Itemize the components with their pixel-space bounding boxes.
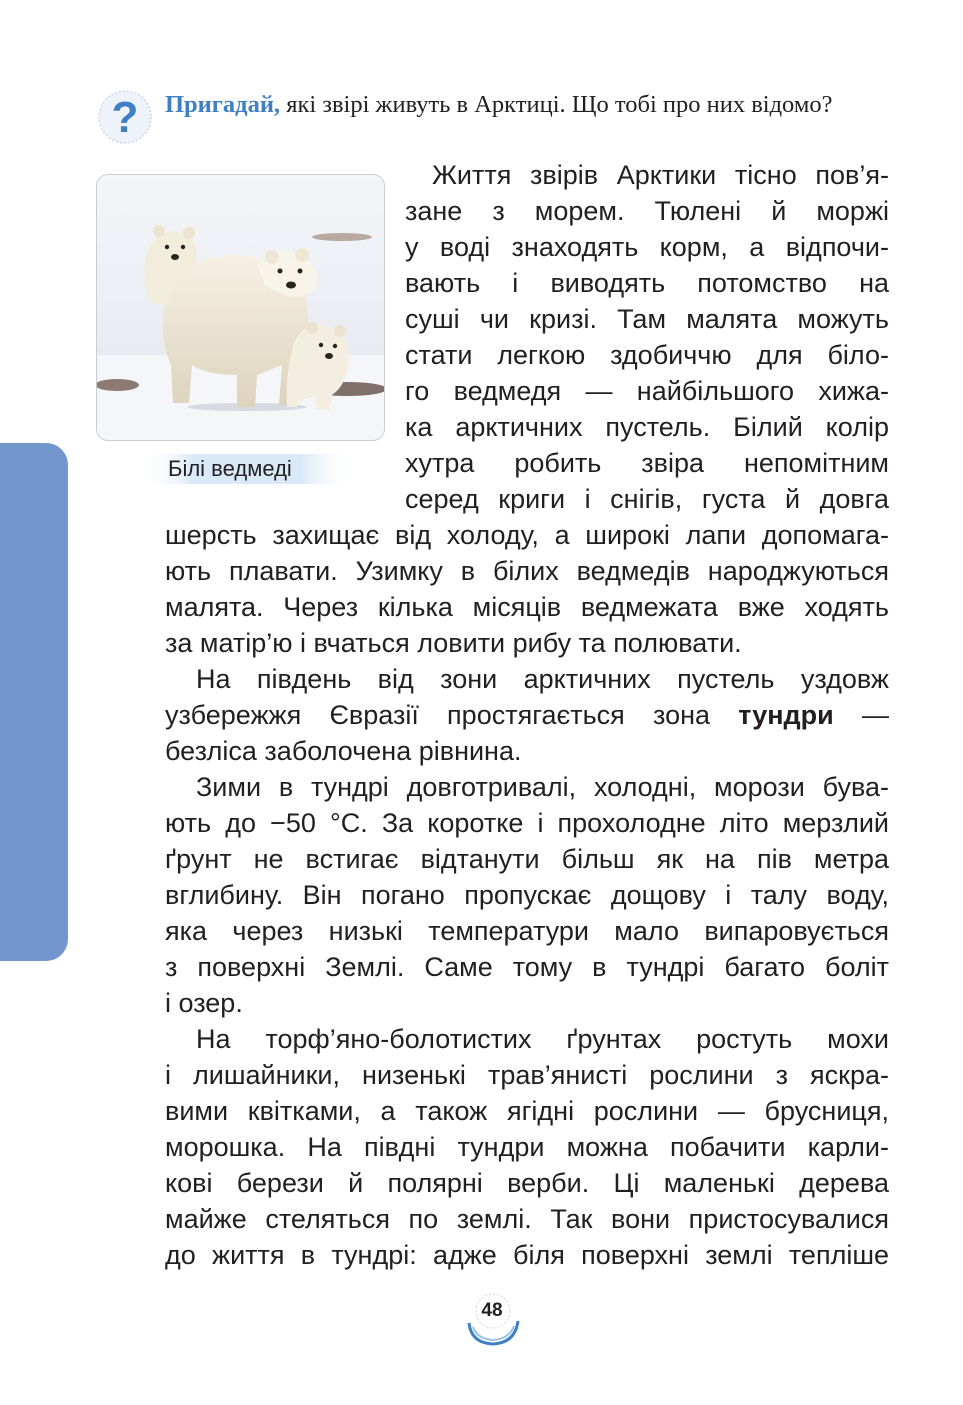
text-line: вглибину. Він погано пропускає дощову і талу воду,: [165, 880, 889, 910]
text-line: кові берези й полярні верби. Ці маленькі дерева: [165, 1168, 889, 1198]
text-line: хутра робить звіра непомітним: [405, 448, 889, 478]
text-line: зане з морем. Тюлені й моржі: [405, 196, 889, 226]
text-line: шерсть захищає від холоду, а широкі лапи допомага-: [165, 520, 889, 550]
text-line: з поверхні Землі. Саме тому в тундрі багато боліт: [165, 952, 889, 982]
text-fragment: узбережжя Євразії простягається зона: [165, 700, 739, 730]
text-fragment: —: [833, 700, 889, 730]
intro-text: які звірі живуть в Арктиці. Що тобі про них відомо?: [280, 91, 833, 118]
text-line: ють до −50 °С. За коротке і прохолодне літо мерзлий: [165, 808, 889, 838]
text-line: Життя звірів Арктики тісно пов’я-: [432, 160, 889, 190]
text-line: ють плавати. Узимку в білих ведмедів народжуються: [165, 556, 889, 586]
text-line: майже стеляться по землі. Так вони пристосувалися: [165, 1204, 889, 1234]
text-line: го ведмедя — найбільшого хижа-: [405, 376, 889, 406]
text-line-with-term: [165, 697, 889, 733]
text-line: вають і виводять потомство на: [405, 268, 889, 298]
text-line: і лишайники, низенькі трав’янисті рослини з яскра-: [165, 1060, 889, 1090]
text-line: у воді знаходять корм, а відпочи-: [405, 232, 889, 262]
text-line: яка через низькі температури мало випаровується: [165, 916, 889, 946]
text-line: ка арктичних пустель. Білий колір: [405, 412, 889, 442]
text-line: На південь від зони арктичних пустель уздовж: [196, 664, 889, 694]
text-line: На торф’яно-болотистих ґрунтах ростуть мохи: [196, 1024, 889, 1054]
text-line: серед криги і снігів, густа й довга: [405, 484, 889, 514]
text-line: Зими в тундрі довготривалі, холодні, морози бува-: [196, 772, 889, 802]
text-line: вими квітками, а також ягідні рослини — брусниця,: [165, 1096, 889, 1126]
text-line: морошка. На півдні тундри можна побачити карли-: [165, 1132, 889, 1162]
intro-keyword: Пригадай,: [165, 91, 281, 118]
text-line: за матір’ю і вчаться ловити рибу та полювати.: [165, 628, 742, 658]
text-line: суші чи кризі. Там малята можуть: [405, 304, 889, 334]
text-line: стати легкою здобиччю для біло-: [405, 340, 889, 370]
text-line: безліса заболочена рівнина.: [165, 736, 522, 766]
text-line: до життя в тундрі: адже біля поверхні землі тепліше: [165, 1240, 889, 1270]
text-line: і озер.: [165, 988, 243, 1018]
text-line: малята. Через кілька місяців ведмежата вже ходять: [165, 592, 889, 622]
svg-text:?: ?: [111, 93, 139, 142]
term-tundra: тундри: [738, 700, 834, 730]
text-line: ґрунт не встигає відтанути більш як на пів метра: [165, 844, 889, 874]
page-number: 48: [481, 1300, 503, 1321]
photo-caption: Білі ведмеді: [168, 456, 292, 481]
